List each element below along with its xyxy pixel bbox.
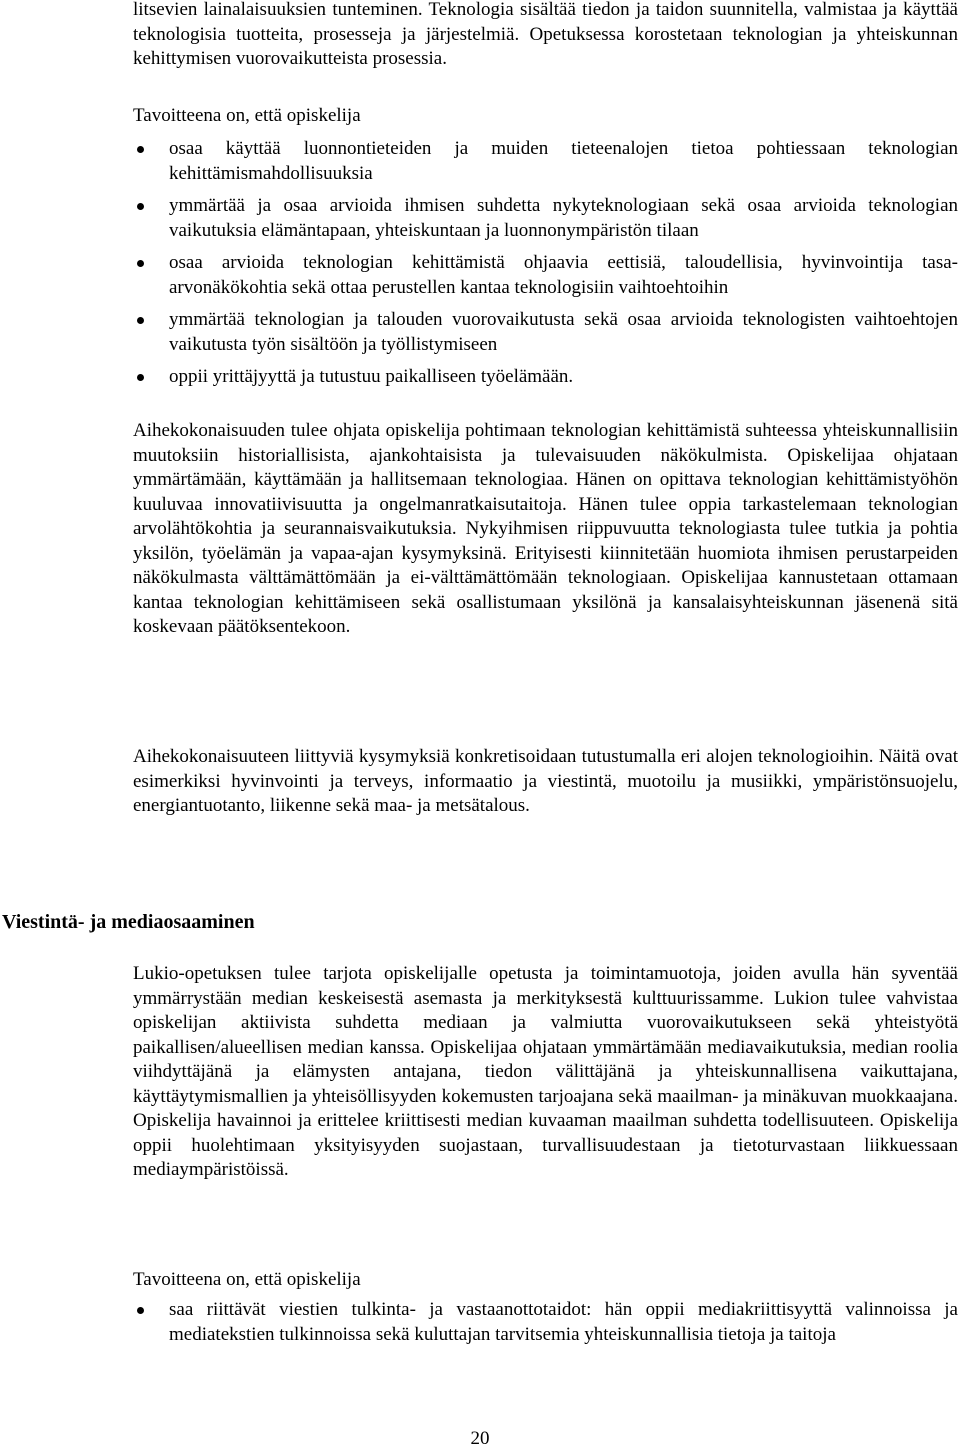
list-item: osaa käyttää luonnontieteiden ja muiden tieteenalojen tietoa pohtiessaan teknologian kehittämismahdollisuuksia	[133, 137, 958, 186]
goals-list-2	[133, 1298, 958, 1355]
body-paragraph-1: Aihekokonaisuuden tulee ohjata opiskelija pohtimaan teknologian kehittämistä suhteessa yhteiskunnallisiin muutoksiin historiallisista, ajankohtaisista ja tulevaisuuden näkökulmista. Opiskelijaa ohjataan ymmärtämään, käyttämään ja hallitsemaan teknologiaa. Hänen on opittava teknologian kehittämistyöhön kuuluvaa innovatiivisuutta ja ongelmanratkaisutaitoja. Hänen tulee oppia tarkastelemaan teknologian arvolähtökohtia ja seurannaisvaikutuksia. Nykyihmisen riippuvuutta teknologiasta tulee tutkia ja pohtia yksilön, työelämän ja vapaa-ajan kysymyksinä. Erityisesti kiinnitetään huomiota ihmisen perustarpeiden näkökulmasta välttämättömään ja ei-välttämättömään teknologiaan. Opiskelijaa kannustetaan ottamaan kantaa teknologian kehittämiseen sekä osallistumaan yksilönä ja kansalaisyhteiskunnan jäsenenä sitä koskevaan päätöksentekoon.	[133, 420, 958, 637]
list-item: ymmärtää ja osaa arvioida ihmisen suhdetta nykyteknologiaan sekä osaa arvioida teknologian vaikutuksia elämäntapaan, yhteiskuntaan ja luonnonympäristön tilaan	[133, 194, 958, 243]
list-item: saa riittävät viestien tulkinta- ja vastaanottotaidot: hän oppii mediakriittisyyttä valinnoissa ja mediatekstien tulkinnoissa sekä kuluttajan tarvitsemia yhteiskunnallisia tietoja ja taitoja	[133, 1298, 958, 1347]
list-item: oppii yrittäjyyttä ja tutustuu paikalliseen työelämään.	[133, 365, 958, 390]
list-item: osaa arvioida teknologian kehittämistä ohjaavia eettisiä, taloudellisia, hyvinvointija tasa-arvonäkökohtia sekä ottaa perustellen kantaa teknologisiin vaihtoehtoihin	[133, 251, 958, 300]
body-paragraph-2: Aihekokonaisuuteen liittyviä kysymyksiä konkretisoidaan tutustumalla eri alojen teknologioihin. Näitä ovat esimerkiksi hyvinvointi ja terveys, informaatio ja viestintä, muotoilu ja musiikki, ympäristönsuojelu, energiantuotanto, liikenne sekä maa- ja metsätalous.	[133, 746, 958, 816]
section-heading: Viestintä- ja mediaosaaminen	[2, 911, 255, 933]
page-number: 20	[470, 1428, 490, 1449]
goals-list-1	[133, 137, 958, 398]
list-item: ymmärtää teknologian ja talouden vuorovaikutusta sekä osaa arvioida teknologisten vaihtoehtojen vaikutusta työn sisältöön ja työllistymiseen	[133, 308, 958, 357]
body-paragraph-3: Lukio-opetuksen tulee tarjota opiskelijalle opetusta ja toimintamuotoja, joiden avulla hän syventää ymmärrystään median keskeisestä asemasta ja merkityksestä kulttuurissamme. Lukion tulee vahvistaa opiskelijan aktiivista suhdetta mediaan ja valmiutta vuorovaikutukseen sekä yhteistyötä paikallisen/alueellisen median kanssa. Opiskelijaa ohjataan ymmärtämään mediavaikutuksia, median roolia viihdyttäjänä ja elämysten antajana, tiedon välittäjänä ja yhteiskunnallisena vaikuttajana, käyttäytymismallien ja yhteisöllisyyden kokemusten tarjoajana sekä maailman- ja minäkuvan muokkaajana. Opiskelija havainnoi ja erittelee kriittisesti median kuvaaman maailman suhdetta todellisuuteen. Opiskelija oppii huolehtimaan yksityisyyden suojastaan, turvallisuudestaan ja tietoturvastaan liikkuessaan mediaympäristöissä.	[133, 963, 958, 1180]
goals-lead-1: Tavoitteena on, että opiskelija	[133, 105, 361, 126]
goals-lead-2: Tavoitteena on, että opiskelija	[133, 1269, 361, 1290]
intro-paragraph: litsevien lainalaisuuksien tunteminen. Teknologia sisältää tiedon ja taidon suunnitella, valmistaa ja käyttää teknologisia tuotteita, prosesseja ja järjestelmiä. Opetuksessa korostetaan teknologian ja yhteiskunnan kehittymisen vuorovaikutteista prosessia.	[133, 0, 958, 69]
